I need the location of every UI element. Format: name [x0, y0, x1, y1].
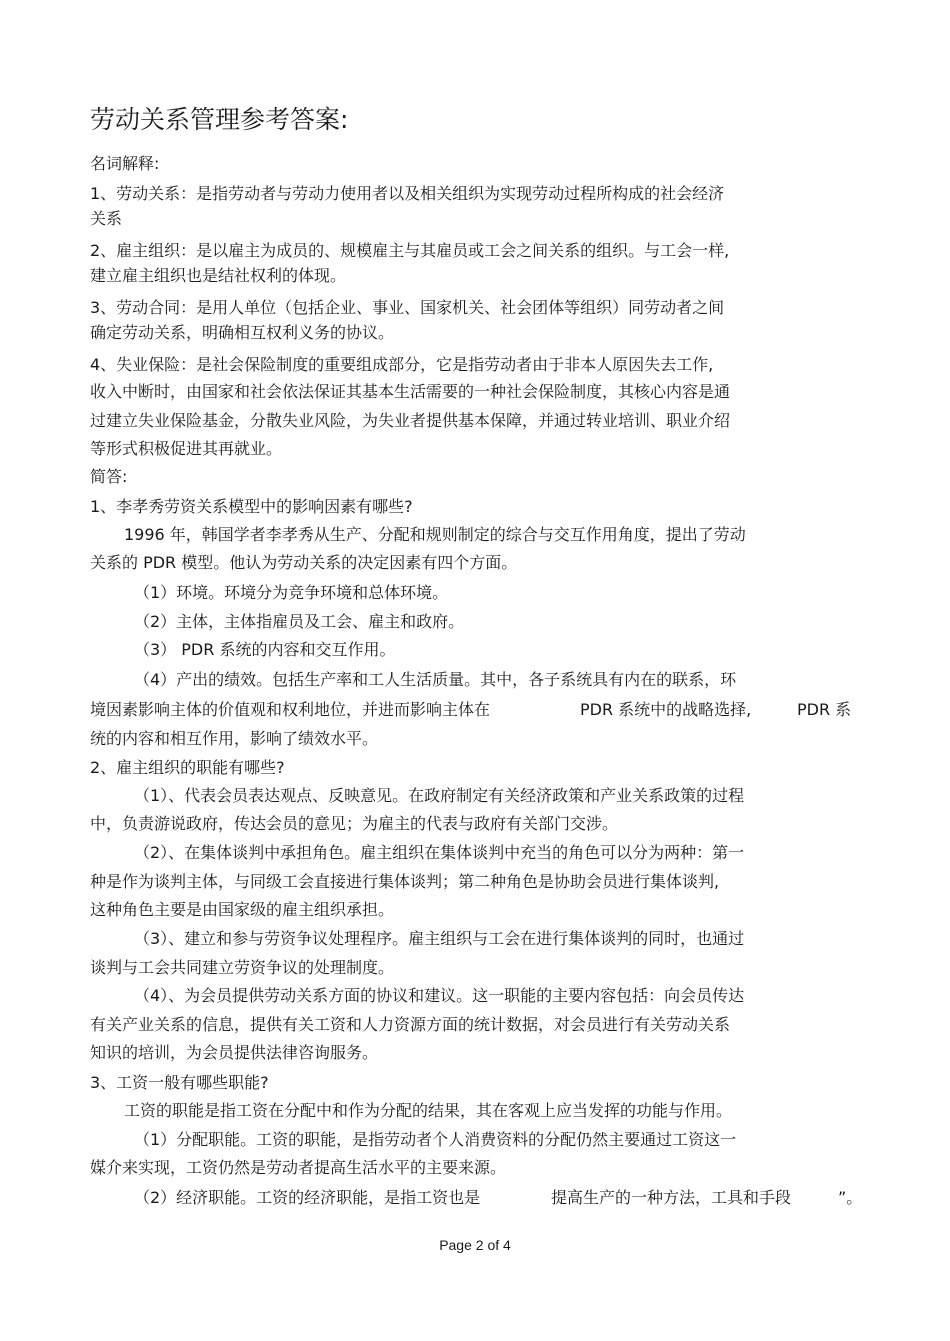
q1-paragraph-line-2: 关系的 PDR 模型。他认为劳动关系的决定因素有四个方面。: [90, 553, 518, 572]
section-heading-terms: 名词解释:: [90, 154, 160, 173]
term-3-line-2: 确定劳动关系，明确相互权利义务的协议。: [90, 323, 395, 342]
question-3: 3、工资一般有哪些职能?: [90, 1073, 269, 1092]
term-4-line-2: 收入中断时，由国家和社会依法保证其基本生活需要的一种社会保险制度，其核心内容是通: [90, 382, 731, 401]
q1-paragraph-line-1: 1996 年，韩国学者李孝秀从生产、分配和规则制定的综合与交互作用角度，提出了劳动: [124, 525, 746, 544]
term-2-line-2: 建立雇主组织也是结社权利的体现。: [90, 266, 347, 285]
q1-item-2: （2）主体，主体指雇员及工会、雇主和政府。: [134, 612, 465, 631]
page-title: 劳动关系管理参考答案:: [90, 105, 349, 134]
q1-item-1: （1）环境。环境分为竞争环境和总体环境。: [134, 583, 449, 602]
q2-p3-line-2: 谈判与工会共同建立劳资争议的处理制度。: [90, 958, 395, 977]
q3-p1-line-1: （1）分配职能。工资的职能，是指劳动者个人消费资料的分配仍然主要通过工资这一: [134, 1130, 737, 1149]
question-2: 2、雇主组织的职能有哪些?: [90, 758, 285, 777]
q2-p1-line-2: 中，负责游说政府，传达会员的意见；为雇主的代表与政府有关部门交涉。: [90, 814, 619, 833]
page-number-footer: Page 2 of 4: [439, 1237, 511, 1253]
q2-p2-line-2: 种是作为谈判主体，与同级工会直接进行集体谈判；第二种角色是协助会员进行集体谈判,: [90, 872, 720, 891]
q1-item-4-line-2-part-1: 境因素影响主体的价值观和权利地位，并进而影响主体在: [90, 700, 491, 719]
q2-p3-line-1: （3）、建立和参与劳资争议处理程序。雇主组织与工会在进行集体谈判的同时，也通过: [134, 929, 745, 948]
q3-intro: 工资的职能是指工资在分配中和作为分配的结果，其在客观上应当发挥的功能与作用。: [124, 1101, 733, 1120]
q1-item-4-line-1: （4）产出的绩效。包括生产率和工人生活质量。其中，各子系统具有内在的联系，环: [134, 670, 737, 689]
term-2-line-1: 2、雇主组织：是以雇主为成员的、规模雇主与其雇员或工会之间关系的组织。与工会一样,: [90, 241, 730, 260]
term-1-line-1: 1、劳动关系：是指劳动者与劳动力使用者以及相关组织为实现劳动过程所构成的社会经济: [90, 184, 725, 203]
q1-item-4-line-2-part-2: PDR 系统中的战略选择,: [580, 700, 752, 719]
section-heading-short-answer: 简答:: [90, 467, 128, 486]
q2-p4-line-2: 有关产业关系的信息，提供有关工资和人力资源方面的统计数据，对会员进行有关劳动关系: [90, 1015, 731, 1034]
question-1: 1、李孝秀劳资关系模型中的影响因素有哪些?: [90, 497, 413, 516]
q3-p2-part-1: （2）经济职能。工资的经济职能，是指工资也是: [134, 1188, 481, 1207]
q3-p2-part-2: 提高生产的一种方法，工具和手段: [551, 1188, 792, 1207]
q2-p2-line-3: 这种角色主要是由国家级的雇主组织承担。: [90, 900, 395, 919]
q1-item-3: （3） PDR 系统的内容和交互作用。: [134, 640, 396, 659]
q2-p4-line-1: （4）、为会员提供劳动关系方面的协议和建议。这一职能的主要内容包括：向会员传达: [134, 986, 745, 1005]
term-1-line-2: 关系: [90, 209, 123, 228]
term-4-line-1: 4、失业保险：是社会保险制度的重要组成部分，它是指劳动者由于非本人原因失去工作,: [90, 355, 714, 374]
term-4-line-3: 过建立失业保险基金，分散失业风险，为失业者提供基本保障，并通过转业培训、职业介绍: [90, 411, 731, 430]
term-4-line-4: 等形式积极促进其再就业。: [90, 439, 283, 458]
q2-p4-line-3: 知识的培训，为会员提供法律咨询服务。: [90, 1043, 379, 1062]
q1-item-4-line-2-part-3: PDR 系: [797, 700, 852, 719]
term-3-line-1: 3、劳动合同：是用人单位（包括企业、事业、国家机关、社会团体等组织）同劳动者之间: [90, 298, 725, 317]
q3-p1-line-2: 媒介来实现，工资仍然是劳动者提高生活水平的主要来源。: [90, 1158, 507, 1177]
q3-p2-part-3: ”。: [838, 1188, 863, 1207]
q1-item-4-line-3: 统的内容和相互作用，影响了绩效水平。: [90, 729, 379, 748]
q2-p1-line-1: （1）、代表会员表达观点、反映意见。在政府制定有关经济政策和产业关系政策的过程: [134, 786, 745, 805]
q2-p2-line-1: （2）、在集体谈判中承担角色。雇主组织在集体谈判中充当的角色可以分为两种：第一: [134, 843, 745, 862]
